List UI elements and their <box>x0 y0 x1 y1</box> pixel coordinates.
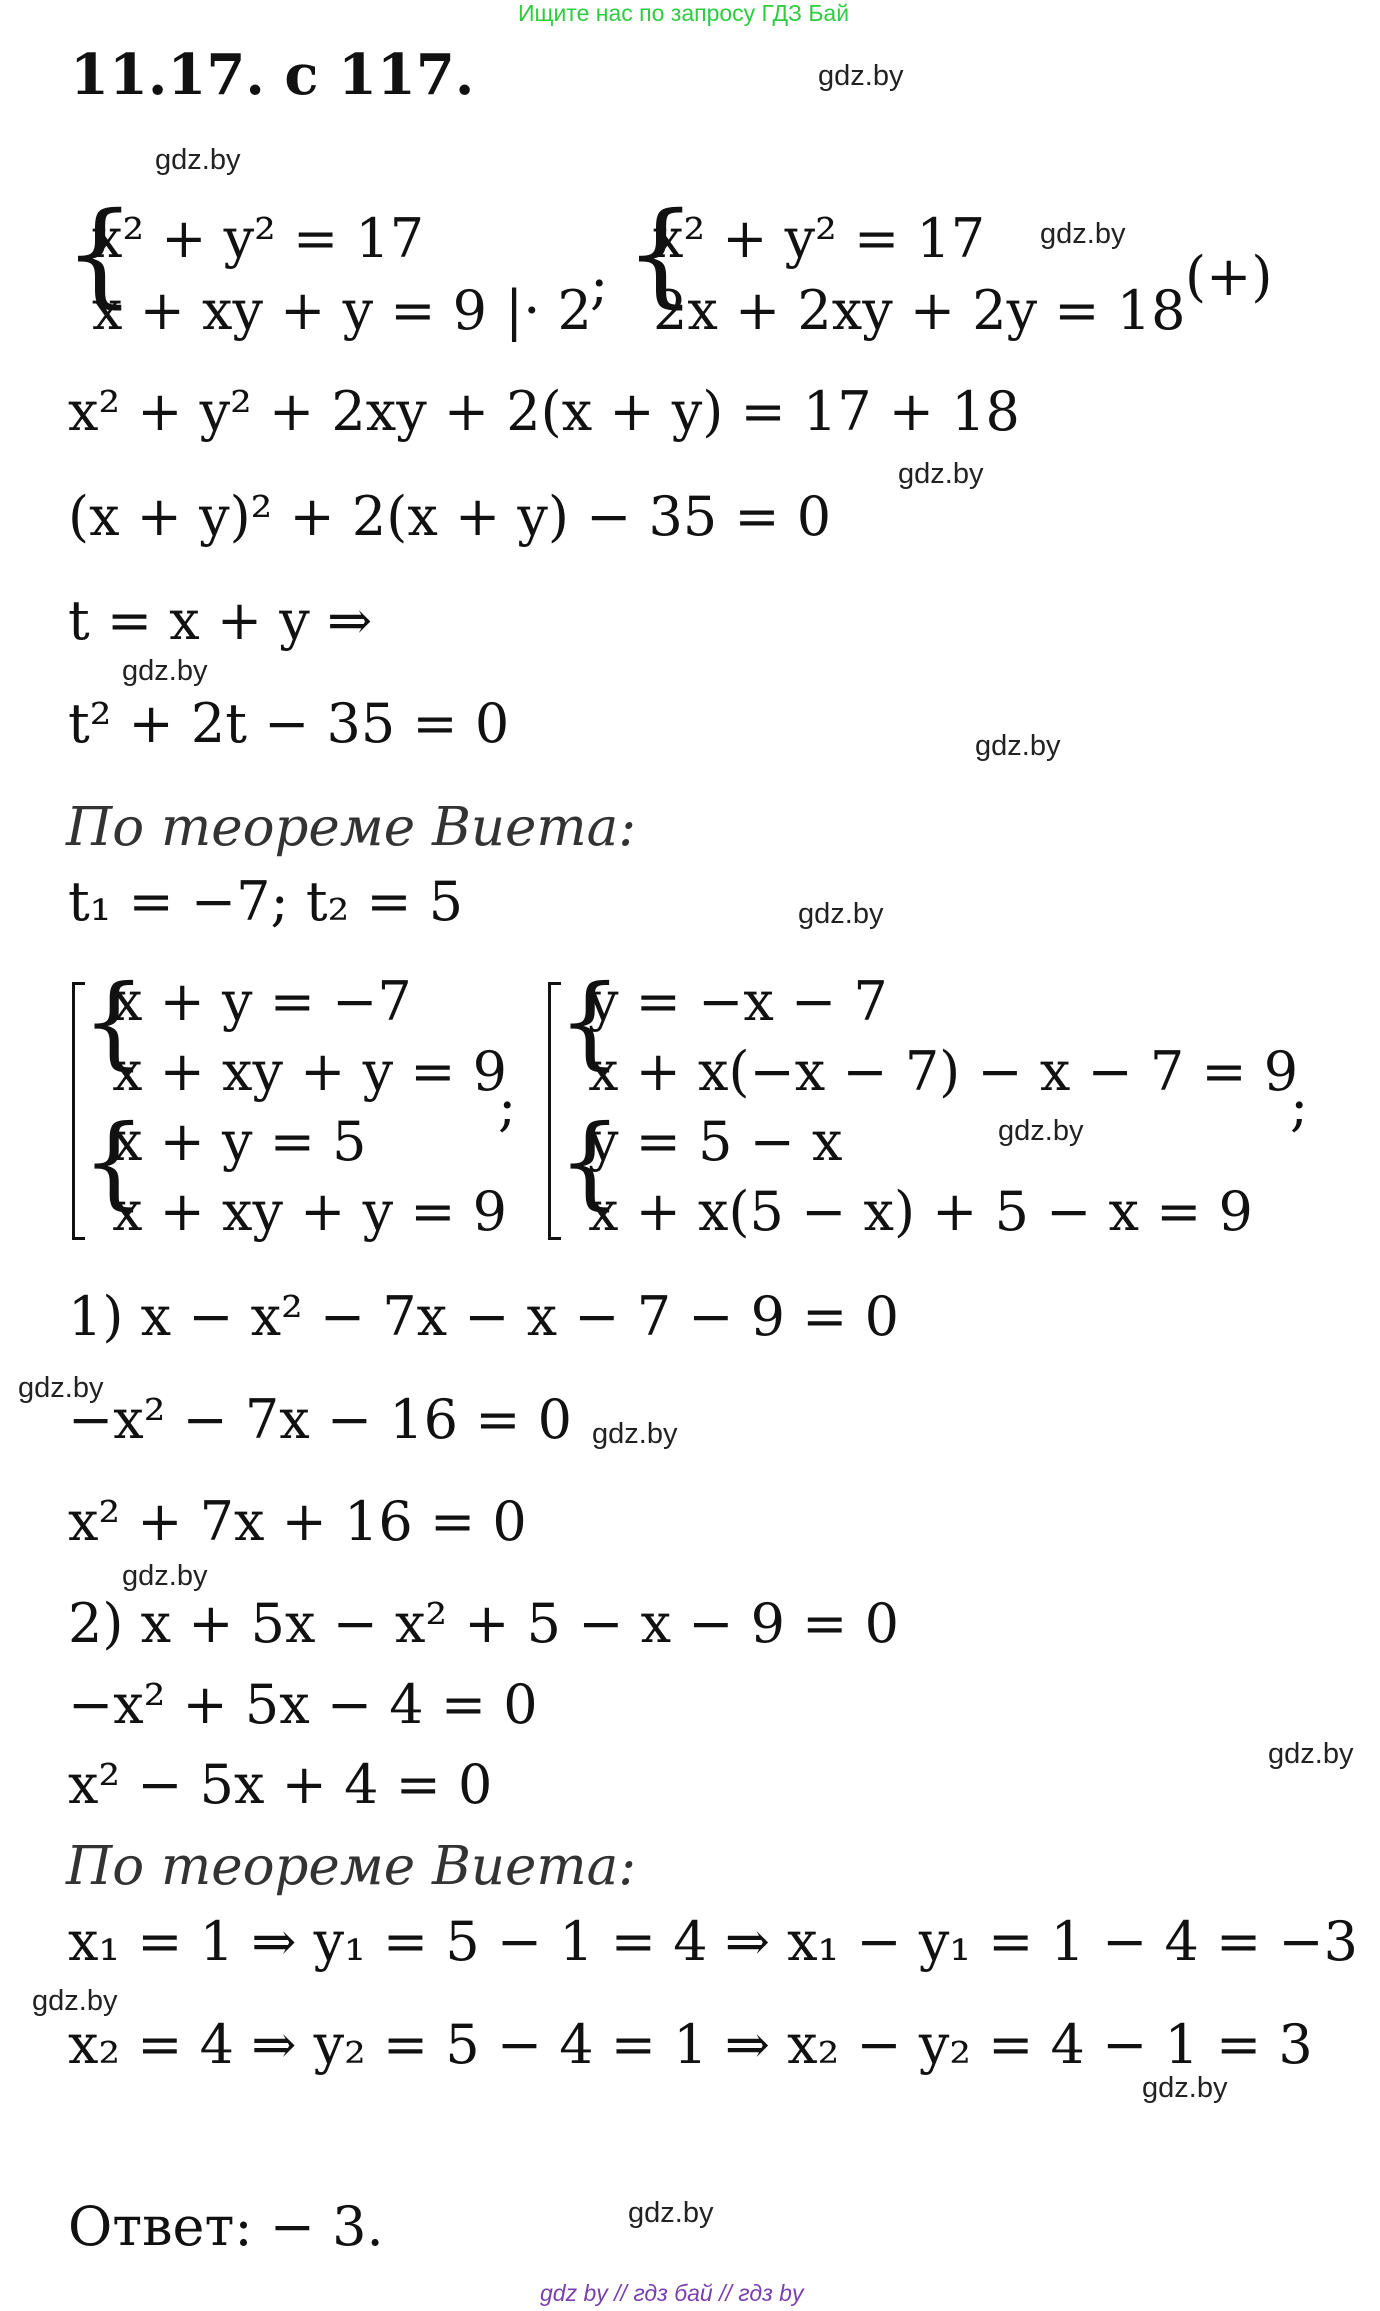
case-right-eq4: x + x(5 − x) + 5 − x = 9 <box>588 1180 1253 1243</box>
equation-sum: x² + y² + 2xy + 2(x + y) = 17 + 18 <box>68 380 1020 443</box>
answer: Ответ: − 3. <box>68 2195 384 2258</box>
theorem-label: По теореме Виета: <box>66 1836 637 1897</box>
vieta-result-1: x₁ = 1 ⇒ y₁ = 5 − 1 = 4 ⇒ x₁ − y₁ = 1 − 4 = −3 <box>68 1910 1359 1973</box>
watermark: gdz.by <box>122 1560 208 1592</box>
case1-line1: 1) x − x² − 7x − x − 7 − 9 = 0 <box>68 1285 899 1348</box>
case2-line3: x² − 5x + 4 = 0 <box>68 1753 493 1816</box>
vieta-result-2: x₂ = 4 ⇒ y₂ = 5 − 4 = 1 ⇒ x₂ − y₂ = 4 − 1 = 3 <box>68 2013 1313 2076</box>
system-brace: { <box>625 189 697 319</box>
top-banner: Ищите нас по запросу ГДЗ Бай <box>518 0 850 26</box>
watermark: gdz.by <box>898 458 984 490</box>
system-brace: { <box>558 963 622 1080</box>
case1-line3: x² + 7x + 16 = 0 <box>68 1490 527 1553</box>
footer-watermark: gdz by // гдз бай // гдз by <box>540 2280 804 2306</box>
case2-line1: 2) x + 5x − x² + 5 − x − 9 = 0 <box>68 1592 899 1655</box>
system-brace: { <box>82 963 146 1080</box>
watermark: gdz.by <box>1268 1738 1354 1770</box>
case2-line2: −x² + 5x − 4 = 0 <box>68 1673 538 1736</box>
system1-eq1: x² + y² = 17 <box>92 207 425 270</box>
case1-line2: −x² − 7x − 16 = 0 <box>68 1388 572 1451</box>
system-brace: { <box>82 1103 146 1220</box>
separator: ; <box>590 253 609 316</box>
watermark: gdz.by <box>122 655 208 687</box>
separator: ; <box>1290 1075 1309 1138</box>
roots-t: t₁ = −7; t₂ = 5 <box>68 870 464 933</box>
watermark: gdz.by <box>975 730 1061 762</box>
theorem-label: По теореме Виета: <box>66 797 637 858</box>
quadratic-t: t² + 2t − 35 = 0 <box>68 692 510 755</box>
system1-multiplier: |· 2 <box>505 279 592 342</box>
equation-square: (x + y)² + 2(x + y) − 35 = 0 <box>68 485 832 548</box>
watermark: gdz.by <box>1142 2072 1228 2104</box>
case-right-eq2: x + x(−x − 7) − x − 7 = 9 <box>588 1040 1299 1103</box>
system2-eq1: x² + y² = 17 <box>653 207 986 270</box>
system1-eq2: x + xy + y = 9 <box>92 279 488 342</box>
watermark: gdz.by <box>155 144 241 176</box>
watermark: gdz.by <box>818 60 904 92</box>
watermark: gdz.by <box>1040 218 1126 250</box>
case-right-eq1: y = −x − 7 <box>588 970 888 1033</box>
separator: ; <box>498 1075 517 1138</box>
case-left-eq1: x + y = −7 <box>112 970 412 1033</box>
case-right-eq3: y = 5 − x <box>588 1110 843 1173</box>
watermark: gdz.by <box>32 1985 118 2017</box>
watermark: gdz.by <box>592 1418 678 1450</box>
exercise-title: 11.17. с 117. <box>70 42 475 108</box>
substitution: t = x + y ⇒ <box>68 589 373 652</box>
system2-eq2: 2x + 2xy + 2y = 18 <box>653 279 1186 342</box>
system2-operation: (+) <box>1185 245 1273 308</box>
case-left-eq2: x + xy + y = 9 <box>112 1040 508 1103</box>
watermark: gdz.by <box>628 2197 714 2229</box>
watermark: gdz.by <box>998 1115 1084 1147</box>
system-brace: { <box>64 189 136 319</box>
case-left-eq3: x + y = 5 <box>112 1110 367 1173</box>
watermark: gdz.by <box>798 898 884 930</box>
system-brace: { <box>558 1103 622 1220</box>
watermark: gdz.by <box>18 1372 104 1404</box>
case-left-eq4: x + xy + y = 9 <box>112 1180 508 1243</box>
